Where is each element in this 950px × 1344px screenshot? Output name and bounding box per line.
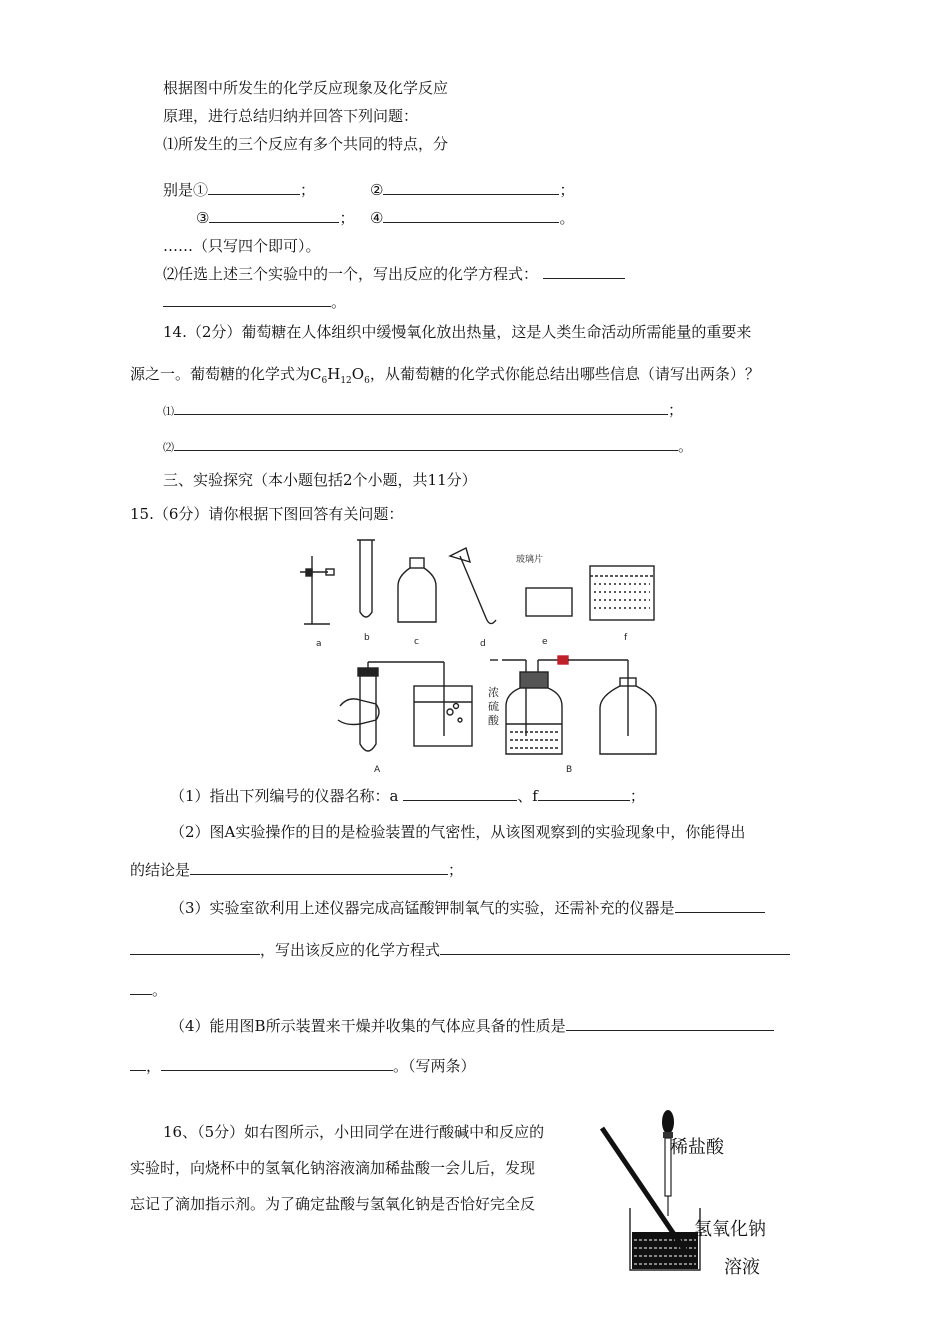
label-acid-3: 酸 bbox=[488, 714, 499, 727]
label-b: b bbox=[364, 633, 370, 643]
answer-blank-q15-3b[interactable] bbox=[130, 944, 260, 955]
airtightness-test-apparatus-icon bbox=[338, 662, 472, 751]
q15-part3-line1: （3）实验室欲利用上述仪器完成高锰酸钾制氧气的实验，还需补充的仪器是 bbox=[170, 898, 765, 918]
q13-fill-row1: 别是① ； bbox=[163, 181, 316, 199]
q13-fill-prefix: 别是① bbox=[163, 181, 209, 199]
answer-blank-q15-3d[interactable] bbox=[130, 984, 152, 995]
answer-blank-q15-2[interactable] bbox=[190, 864, 448, 875]
answer-blank-4[interactable] bbox=[383, 208, 559, 223]
answer-blank-q14-2[interactable] bbox=[174, 440, 678, 451]
label-dilute-hcl: 稀盐酸 bbox=[670, 1137, 724, 1158]
iron-stand-icon bbox=[300, 556, 334, 624]
answer-blank-q15-f[interactable] bbox=[538, 790, 630, 801]
q14-item1: ⑴ ； bbox=[163, 401, 684, 419]
q13-note: ……（只写四个即可）。 bbox=[163, 237, 321, 255]
section3-heading: 三、实验探究（本小题包括2个小题，共11分） bbox=[163, 471, 477, 489]
glass-plate-icon bbox=[526, 588, 572, 616]
answer-blank-q15-4b[interactable] bbox=[130, 1060, 146, 1071]
label-acid-2: 硫 bbox=[488, 700, 499, 713]
q14-line2: 源之一。葡萄糖的化学式为$C_6H_{12}O_6$，从葡萄糖的化学式你能总结出哪些信息（请写出两条）？ bbox=[130, 365, 760, 386]
gas-bottle-icon bbox=[398, 558, 436, 622]
q13-fill-row2: ③ ； bbox=[196, 209, 355, 227]
q13-part1-label: ⑴所发生的三个反应有多个共同的特点，分 bbox=[163, 135, 449, 153]
q15-part2-line2: 的结论是 ； bbox=[130, 861, 464, 879]
apparatus-figure bbox=[290, 536, 660, 776]
dropper-icon bbox=[662, 1110, 674, 1216]
label-a: a bbox=[316, 639, 322, 649]
answer-blank-1[interactable] bbox=[208, 180, 300, 195]
answer-blank-3[interactable] bbox=[209, 208, 339, 223]
water-trough-icon bbox=[590, 566, 654, 620]
q13-fill-row1b: ② ； bbox=[370, 181, 575, 199]
answer-blank-5a[interactable] bbox=[543, 264, 625, 279]
q15-part2-line1: （2）图A实验操作的目的是检验装置的气密性，从该图观察到的实验现象中，你能得出 bbox=[170, 823, 746, 841]
label-glass-plate: 玻璃片 bbox=[516, 555, 544, 565]
q16-line1: 16、（5分）如右图所示，小田同学在进行酸碱中和反应的 bbox=[163, 1123, 545, 1141]
answer-blank-q15-4c[interactable] bbox=[161, 1060, 393, 1071]
q13-part2-line2: 。 bbox=[163, 292, 346, 312]
label-d: d bbox=[480, 639, 486, 649]
answer-blank-5b[interactable] bbox=[163, 292, 331, 307]
label-acid-1: 浓 bbox=[488, 686, 499, 699]
q13-line2: 原理，进行总结归纳并回答下列问题： bbox=[163, 107, 419, 125]
label-B: B bbox=[566, 765, 573, 775]
label-solution: 溶液 bbox=[724, 1257, 760, 1278]
q15-part3-line3: 。 bbox=[130, 980, 167, 1000]
answer-blank-q15-4a[interactable] bbox=[566, 1020, 774, 1031]
q15-title: 15.（6分）请你根据下图回答有关问题： bbox=[130, 505, 404, 523]
label-e: e bbox=[542, 637, 548, 647]
combustion-spoon-icon bbox=[450, 548, 496, 624]
q15-part1: （1）指出下列编号的仪器名称：a 、f ； bbox=[170, 787, 645, 805]
q14-line1: 14.（2分）葡萄糖在人体组织中缓慢氧化放出热量，这是人类生命活动所需能量的重要来 bbox=[163, 323, 752, 341]
answer-blank-q15-3a[interactable] bbox=[675, 902, 765, 913]
label-f: f bbox=[624, 633, 628, 643]
q13-fill-row2b: ④ 。 bbox=[370, 209, 575, 227]
label-naoh: 氢氧化钠 bbox=[694, 1219, 766, 1240]
q15-part3-line2: ，写出该反应的化学方程式 bbox=[130, 940, 790, 960]
q14-item2: ⑵ 。 bbox=[163, 437, 694, 455]
test-tube-icon bbox=[357, 540, 375, 617]
label-A: A bbox=[374, 765, 381, 775]
q16-line3: 忘记了滴加指示剂。为了确定盐酸与氢氧化钠是否恰好完全反 bbox=[130, 1195, 536, 1213]
answer-blank-2[interactable] bbox=[383, 180, 559, 195]
q13-part2-label: ⑵任选上述三个实验中的一个，写出反应的化学方程式： bbox=[163, 264, 625, 284]
answer-blank-q15-a[interactable] bbox=[403, 790, 517, 801]
drying-and-collecting-apparatus-icon bbox=[490, 656, 656, 754]
answer-blank-q14-1[interactable] bbox=[174, 404, 668, 415]
q15-part4-line1: （4）能用图B所示装置来干燥并收集的气体应具备的性质是 bbox=[170, 1016, 774, 1036]
answer-blank-q15-3c[interactable] bbox=[440, 944, 790, 955]
q15-part4-line2: ， 。（写两条） bbox=[130, 1056, 476, 1076]
neutralization-figure bbox=[600, 1100, 710, 1290]
label-c: c bbox=[414, 637, 419, 647]
q16-line2: 实验时，向烧杯中的氢氧化钠溶液滴加稀盐酸一会儿后，发现 bbox=[130, 1159, 536, 1177]
q13-line1: 根据图中所发生的化学反应现象及化学反应 bbox=[163, 79, 449, 97]
